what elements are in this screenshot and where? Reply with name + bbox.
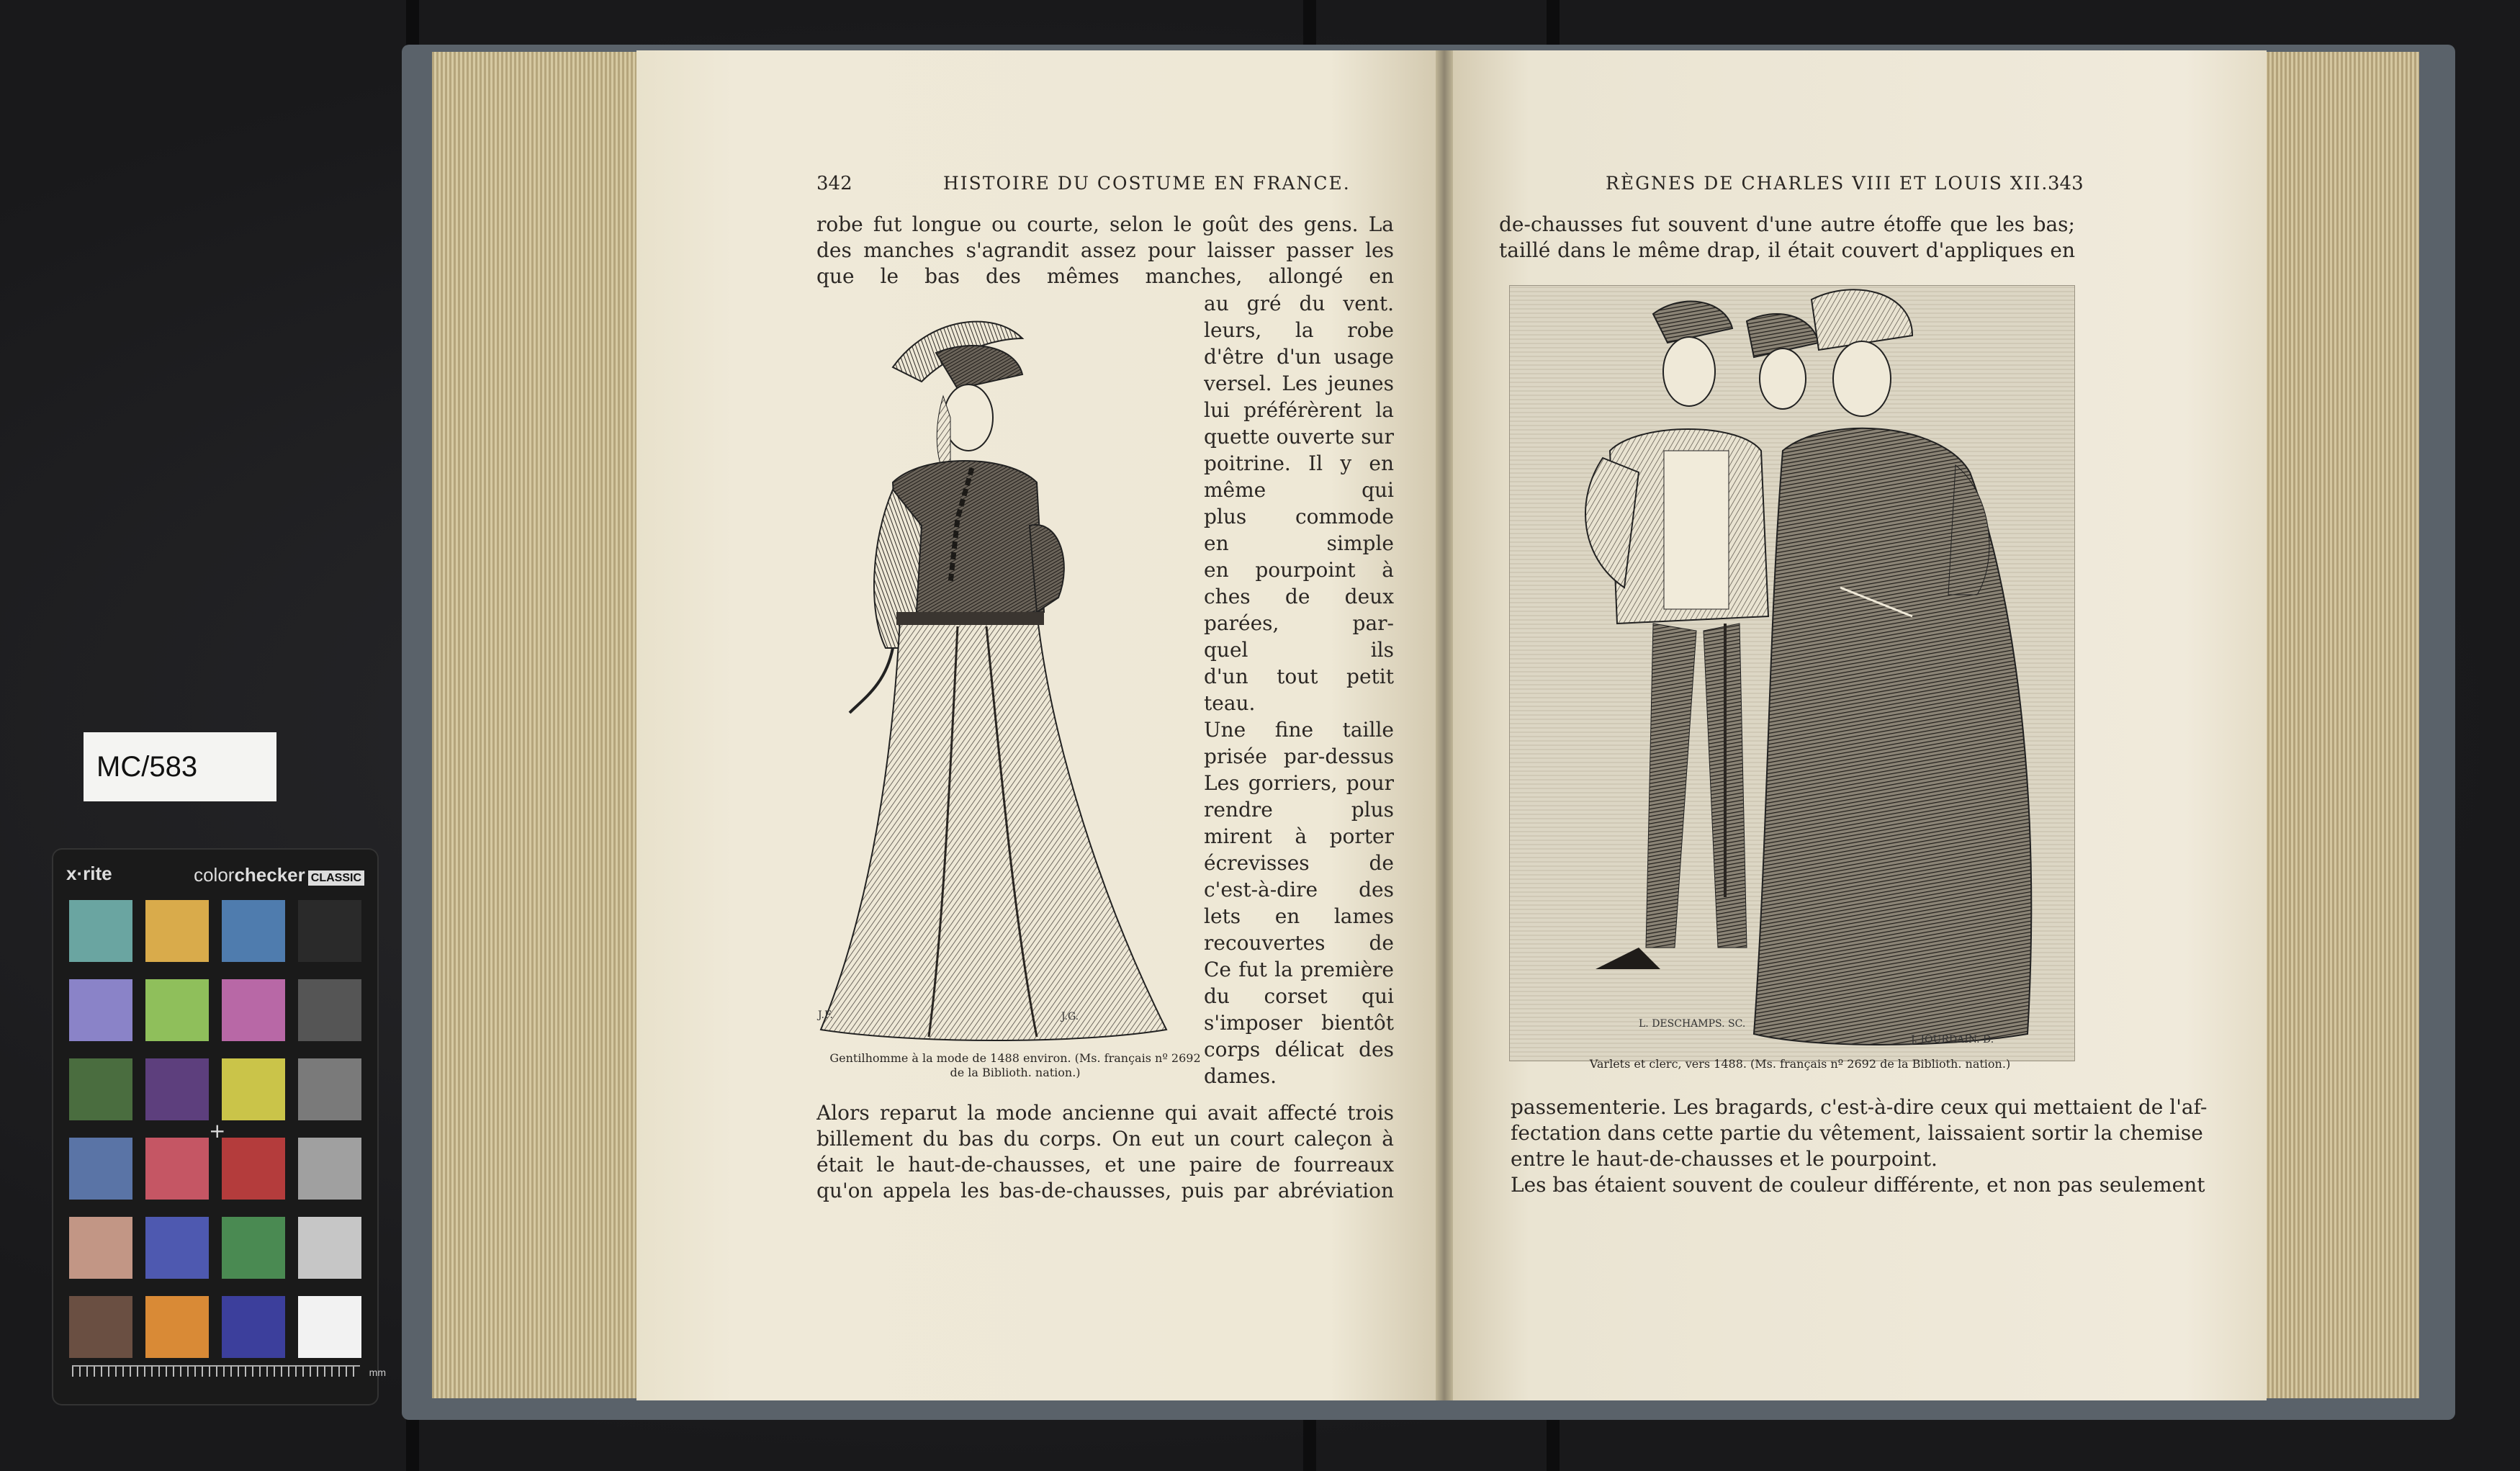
text-line: même qui — [1204, 478, 1394, 502]
text-line: plus commode — [1204, 505, 1394, 528]
color-swatch — [145, 1138, 209, 1200]
engraver-signature-left: J.F. — [818, 1009, 833, 1021]
text-line: entre le haut-de-chausses et le pourpoint. — [1511, 1147, 1938, 1171]
text-line: en simple — [1204, 531, 1394, 555]
text-line: quette ouverte sur — [1204, 425, 1394, 449]
right-page-number: 343 — [2048, 173, 2084, 194]
mm-ruler: mm — [72, 1365, 360, 1393]
color-swatch — [69, 1058, 132, 1120]
text-line: d'être d'un usage — [1204, 345, 1394, 369]
color-swatch — [298, 1058, 361, 1120]
text-line: prisée par-dessus — [1204, 745, 1394, 768]
text-line: mirent à porter — [1204, 824, 1394, 848]
color-swatch — [298, 900, 361, 962]
engraver-signature-left: L. DESCHAMPS. SC. — [1639, 1018, 1746, 1030]
illustration-varlets-and-clerk — [1509, 285, 2075, 1061]
text-line: des manches s'agrandit assez pour laisser passer les — [816, 238, 1394, 262]
text-line: taillé dans le même drap, il était couvert d'appliques en — [1499, 238, 2075, 262]
text-line: Les bas étaient souvent de couleur différente, et non pas seulement — [1511, 1173, 2205, 1197]
color-swatch — [69, 1217, 132, 1279]
text-line: lets en lames — [1204, 904, 1394, 928]
text-line: qu'on appela les bas-de-chausses, puis par abréviation — [816, 1179, 1394, 1202]
text-line: du corset qui — [1204, 984, 1394, 1008]
text-line: que le bas des mêmes manches, allongé en — [816, 264, 1394, 288]
text-line: était le haut-de-chausses, et une paire de fourreaux — [816, 1153, 1394, 1177]
color-swatch — [69, 979, 132, 1041]
text-line: Ce fut la première — [1204, 958, 1394, 981]
checker-brand: x·rite — [66, 863, 112, 884]
text-line: en pourpoint à — [1204, 558, 1394, 582]
text-line: au gré du vent. — [1204, 292, 1394, 315]
color-swatch — [222, 1138, 285, 1200]
text-line: parées, par- — [1204, 611, 1394, 635]
color-swatch — [145, 1217, 209, 1279]
checker-product: colorchecker CLASSIC — [194, 864, 364, 886]
left-running-head: HISTOIRE DU COSTUME EN FRANCE. — [943, 173, 1351, 194]
color-swatch — [298, 1296, 361, 1358]
engraver-signature-right: J.G. — [1061, 1011, 1079, 1022]
text-line: versel. Les jeunes — [1204, 372, 1394, 395]
engraver-signature-right: J. JOURDAIN. D. — [1911, 1034, 1994, 1045]
text-line: rendre plus — [1204, 798, 1394, 822]
color-swatch — [222, 1296, 285, 1358]
color-swatch — [222, 979, 285, 1041]
catalog-label: MC/583 — [84, 732, 276, 801]
text-line: Les gorriers, pour — [1204, 771, 1394, 795]
right-running-head: RÈGNES DE CHARLES VIII ET LOUIS XII. — [1606, 173, 2049, 194]
text-line: robe fut longue ou courte, selon le goût des gens. La — [816, 212, 1394, 236]
illustration-gentleman-with-falcon — [806, 310, 1210, 1051]
text-line: ches de deux — [1204, 585, 1394, 608]
text-line: fectation dans cette partie du vêtement, laissaient sortir la chemise — [1511, 1121, 2203, 1145]
color-swatch — [222, 900, 285, 962]
text-line: leurs, la robe — [1204, 318, 1394, 342]
text-line: Alors reparut la mode ancienne qui avait affecté trois — [816, 1101, 1394, 1125]
text-line: billement du bas du corps. On eut un court caleçon à — [816, 1127, 1394, 1151]
text-line: écrevisses de — [1204, 851, 1394, 875]
color-swatch — [222, 1217, 285, 1279]
text-line: lui préférèrent la — [1204, 398, 1394, 422]
left-page-number: 342 — [816, 173, 852, 194]
left-figure-caption: Gentilhomme à la mode de 1488 environ. (Ms. français nº 2692 de la Biblioth. nation.) — [829, 1051, 1201, 1079]
color-swatch — [145, 1296, 209, 1358]
color-swatch — [145, 1058, 209, 1120]
text-line: Une fine taille — [1204, 718, 1394, 742]
text-line: dames. — [1204, 1064, 1277, 1088]
text-line: teau. — [1204, 691, 1256, 715]
color-swatch — [298, 979, 361, 1041]
crosshair-icon: + — [209, 1119, 226, 1143]
text-line: passementerie. Les bragards, c'est-à-dire ceux qui mettaient de l'af- — [1511, 1095, 2208, 1119]
text-line: de-chausses fut souvent d'une autre étoffe que les bas; — [1499, 212, 2075, 236]
color-swatch — [145, 900, 209, 962]
color-swatch — [222, 1058, 285, 1120]
text-line: quel ils — [1204, 638, 1394, 662]
book-gutter — [1436, 50, 1453, 1400]
text-line: recouvertes de — [1204, 931, 1394, 955]
color-swatch — [69, 900, 132, 962]
text-line: poitrine. Il y en — [1204, 451, 1394, 475]
text-line: corps délicat des — [1204, 1038, 1394, 1061]
page-edges-right — [2261, 52, 2419, 1398]
page-edges-left — [432, 52, 641, 1398]
color-swatch — [69, 1296, 132, 1358]
color-swatch — [298, 1138, 361, 1200]
color-swatch — [145, 979, 209, 1041]
text-line: c'est-à-dire des — [1204, 878, 1394, 901]
color-swatch — [69, 1138, 132, 1200]
text-line: d'un tout petit — [1204, 665, 1394, 688]
right-figure-caption: Varlets et clerc, vers 1488. (Ms. français nº 2692 de la Biblioth. nation.) — [1589, 1057, 2011, 1071]
color-swatch — [298, 1217, 361, 1279]
text-line: s'imposer bientôt — [1204, 1011, 1394, 1035]
